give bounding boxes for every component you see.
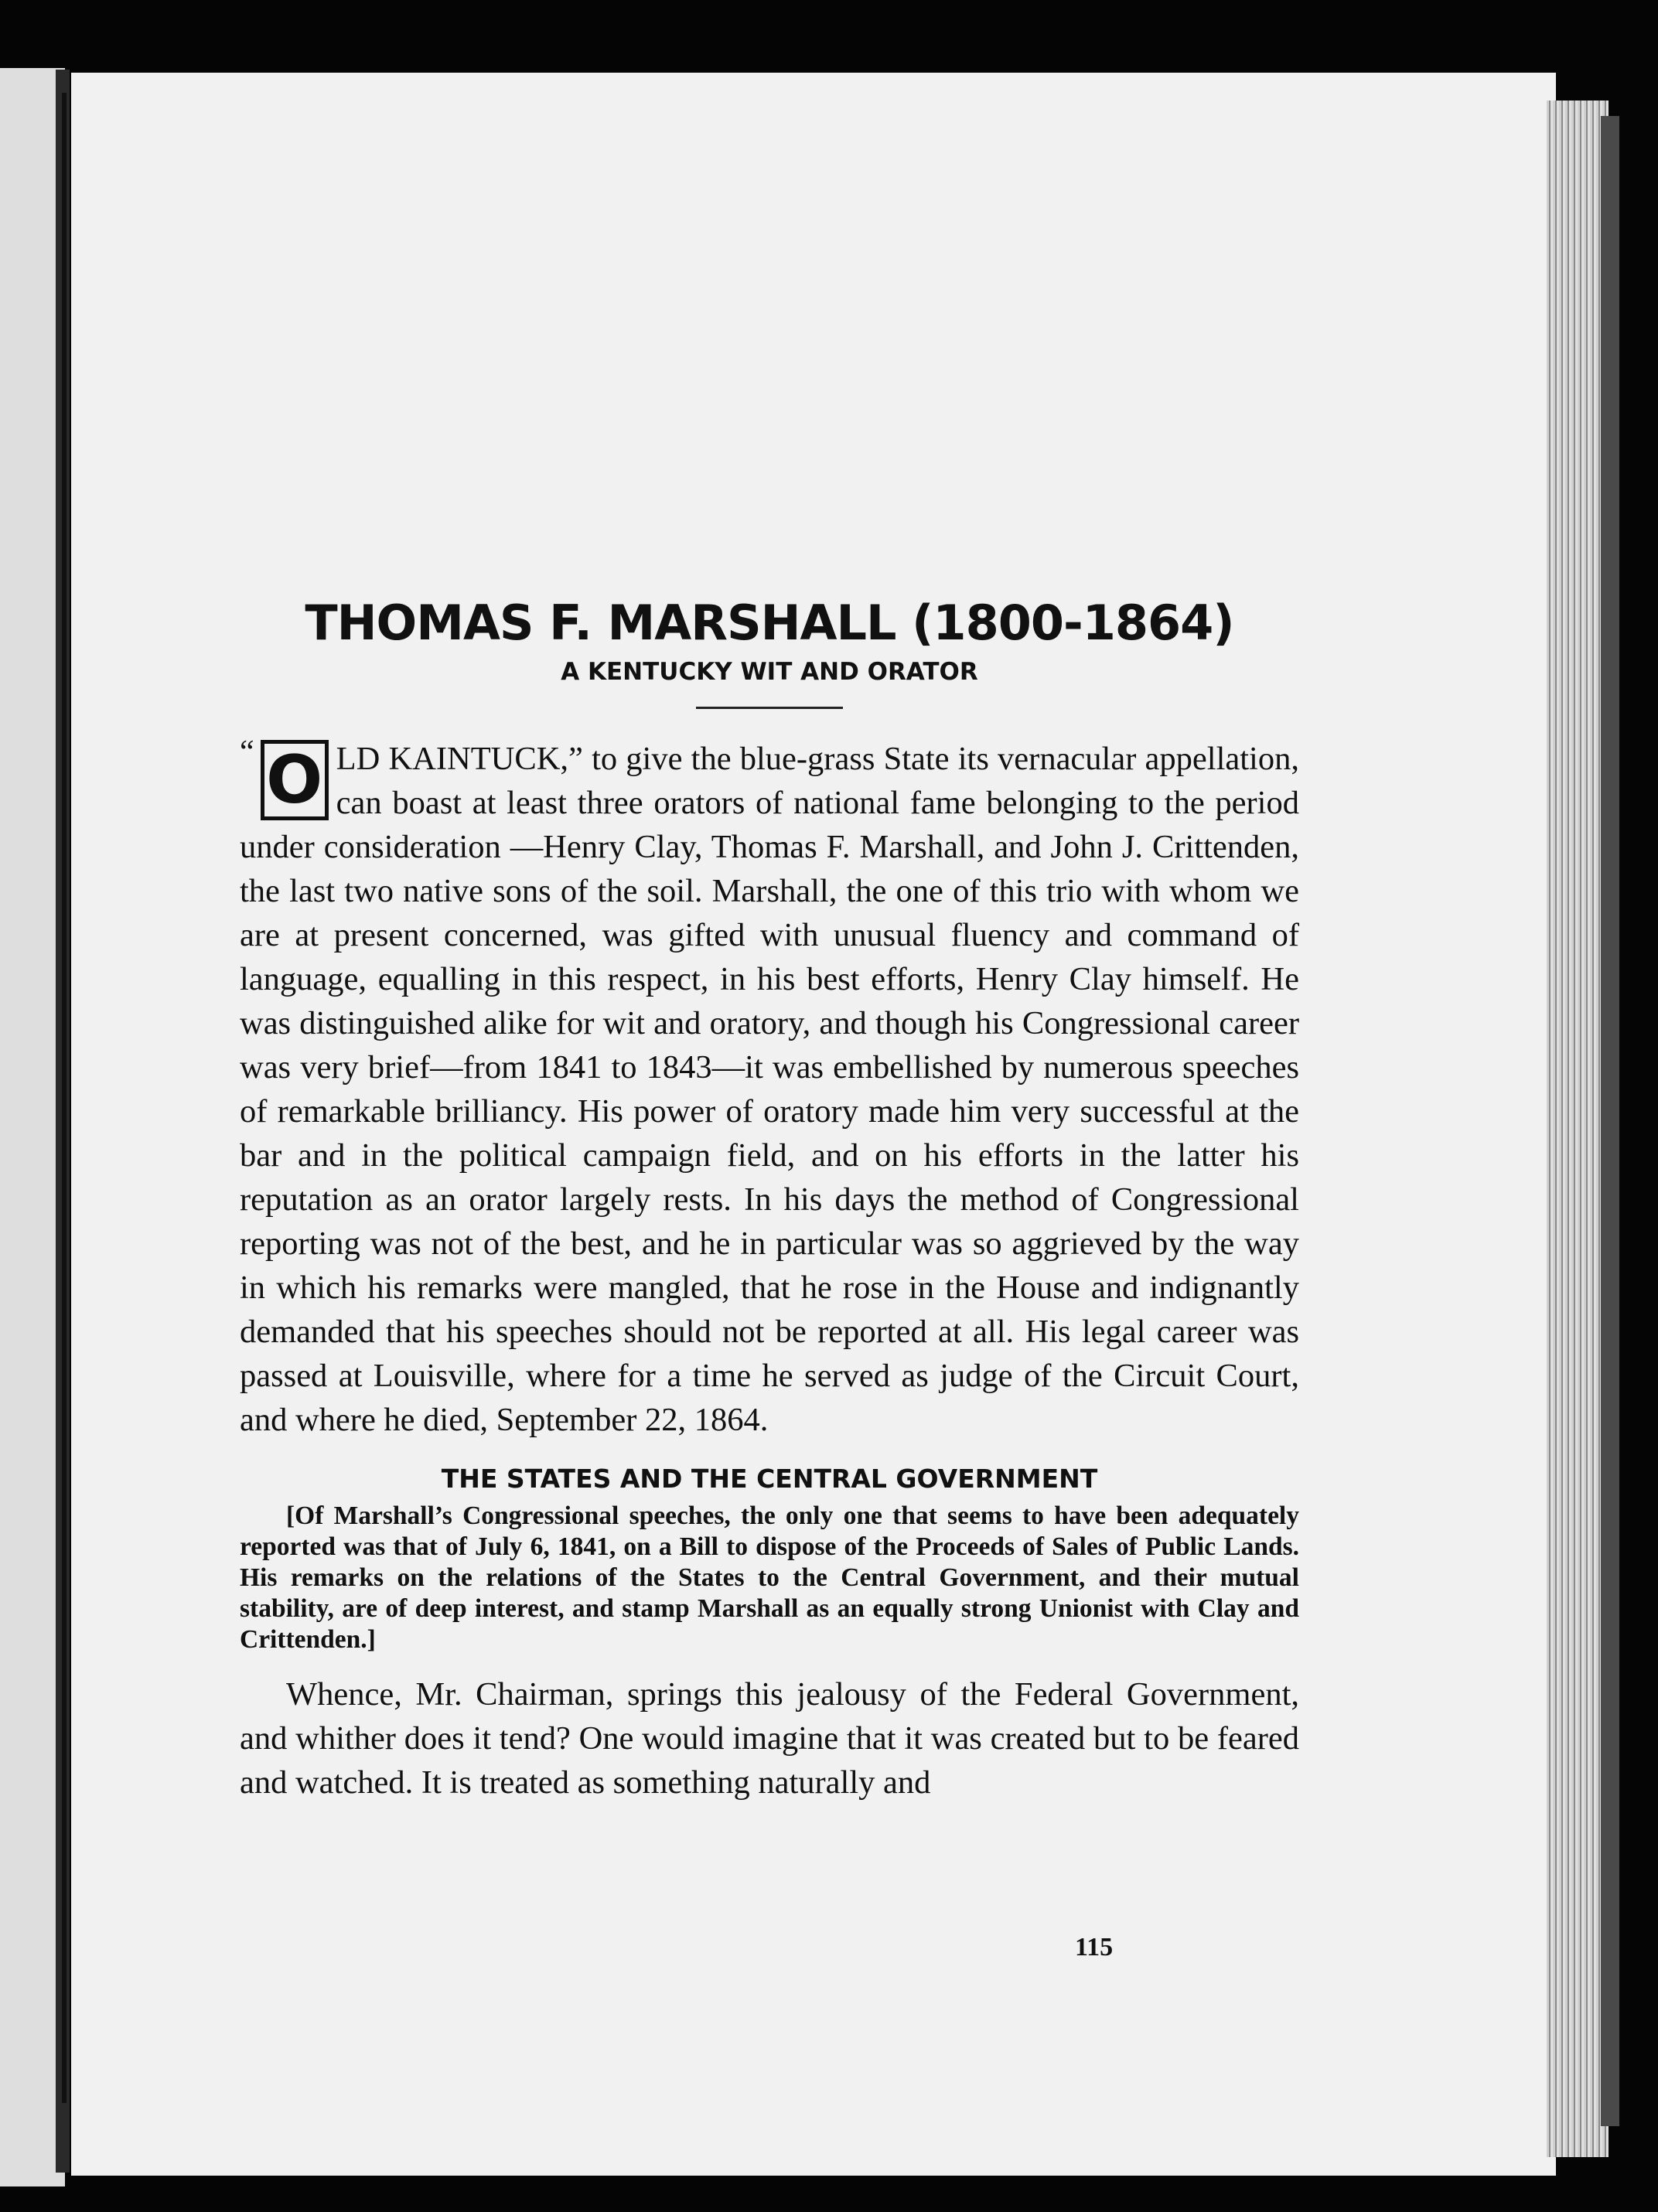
intro-text: LD KAINTUCK,” to give the blue-grass State its vernacular appellation, can boast at least three orators of national fame belonging to the period under consideration —Henry Clay, Thomas F. Marshall, and John J. Crittenden, the last two native sons of the soil. Marshall, the one of this trio with whom we are at present concerned, was gifted with unusual fluency and command of language, equalling in this respect, in his best efforts, Henry Clay himself. He was distinguished alike for wit and oratory, and though his Congressional career was very brief—from 1841 to 1843—it was embellished by numerous speeches of remarkable brilliancy. His power of oratory made him very successful at the bar and in the political campaign field, and on his efforts in the latter his reputation as an orator largely rests. In his days the method of Congressional reporting was not of the best, and he in particular was so aggrieved by the way in which his remarks were mangled, that he rose in the House and indignantly demanded that his speeches should not be reported at all. His legal career was passed at Louisville, where for a time he served as judge of the Circuit Court, and where he died, September 22, 1864.: [240, 741, 1299, 1439]
intro-paragraph: [240, 734, 1299, 1442]
editor-note: [Of Marshall’s Congressional speeches, the only one that seems to have been adequately reported was that of July 6, 1841, on a Bill to dispose of the Proceeds of Sales of Public Lands. His remarks on the relations of the States to the Central Government, and their mutual stability, are of deep interest, and stamp Marshall as an equally strong Unionist with Clay and Crittenden.]: [240, 1501, 1299, 1655]
speech-text: Whence, Mr. Chairman, springs this jealousy of the Federal Government, and whither does it tend? One would imagine that it was created but to be feared and watched. It is treated as something naturally and: [240, 1676, 1299, 1801]
drop-cap-group: [240, 734, 329, 820]
section-title: THE STATES AND THE CENTRAL GOVERNMENT: [441, 1464, 1098, 1495]
page-number: 115: [1075, 1933, 1114, 1961]
page-content: [240, 595, 1299, 1805]
page-stack-edge: [1547, 101, 1609, 2157]
article-subtitle: A KENTUCKY WIT AND ORATOR: [561, 658, 978, 687]
title-rule: [696, 707, 843, 709]
drop-cap: O: [261, 740, 329, 820]
article-title: THOMAS F. MARSHALL (1800-1864): [305, 595, 1234, 651]
page-stack-shadow: [1601, 116, 1619, 2126]
spine-shadow: [62, 93, 67, 2103]
opening-quote: “: [240, 734, 254, 771]
